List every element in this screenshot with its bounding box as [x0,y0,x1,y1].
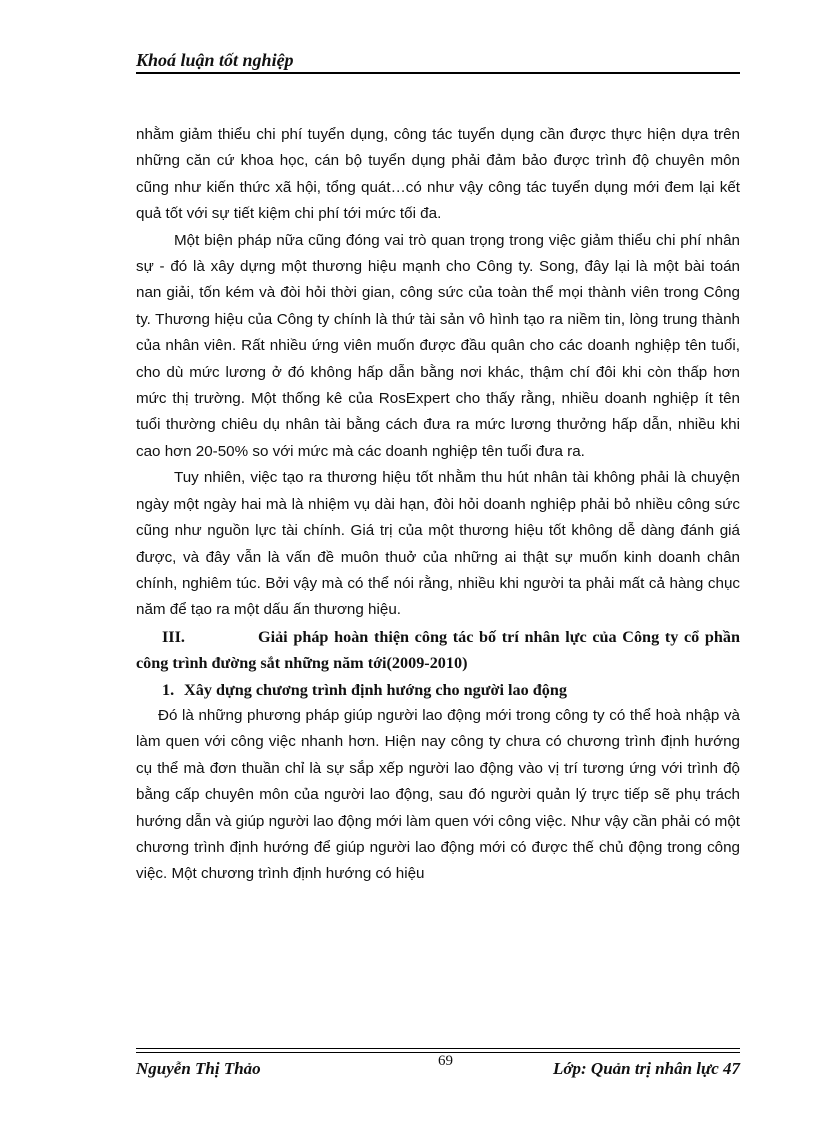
footer-class: Lớp: Quản trị nhân lực 47 [553,1059,740,1078]
page-body [136,122,740,888]
page-footer [136,1048,740,1081]
page-number: 69 [438,1053,453,1069]
paragraph-3: Tuy nhiên, việc tạo ra thương hiệu tốt nhằm thu hút nhân tài không phải là chuyện ngày một ngày hai mà là nhiệm vụ dài hạn, đòi hỏi doanh nghiệp phải bỏ nhiều công sức cũng như nguồn lực tài chính. Giá trị của một thương hiệu tốt không dễ dàng đánh giá được, và đây vẫn là vấn đề muôn thuở của những ai thật sự muốn kinh doanh chân chính, nghiêm túc. Bởi vậy mà có thể nói rằng, nhiều khi người ta phải mất cả hàng chục năm để tạo ra một dấu ấn thương hiệu. [136,469,740,619]
page-header [136,50,740,74]
subsection-title: Xây dựng chương trình định hướng cho người lao động [184,680,567,699]
footer-author: Nguyễn Thị Thảo [136,1059,261,1078]
subsection-heading [136,677,740,703]
header-title: Khoá luận tốt nghiệp [136,50,294,70]
section-heading [136,624,740,677]
paragraph-4: Đó là những phương pháp giúp người lao động mới trong công ty có thể hoà nhập và làm quen với công việc nhanh hơn. Hiện nay công ty chưa có chương trình định hướng cụ thể mà đơn thuần chỉ là sự sắp xếp người lao động vào vị trí tương ứng với trình độ bằng cấp chuyên môn của người lao động, sau đó người quản lý trực tiếp sẽ phụ trách hướng dẫn và giúp người lao động mới làm quen với công việc. Như vậy cần phải có một chương trình định hướng để giúp người lao động mới có được thế chủ động trong công việc. Một chương trình định hướng có hiệu [136,706,740,883]
header-rule [136,72,740,74]
subsection-number: 1. [162,680,175,699]
paragraph-1: nhằm giảm thiểu chi phí tuyển dụng, công tác tuyển dụng cần được thực hiện dựa trên những căn cứ khoa học, cán bộ tuyển dụng phải đảm bảo được trình độ chuyên môn cũng như kiến thức xã hội, tổng quát…có như vậy công tác tuyển dụng mới đem lại kết quả tốt với sự tiết kiệm chi phí tới mức tối đa. [136,126,740,223]
section-number: III. [162,627,185,646]
paragraph-2: Một biện pháp nữa cũng đóng vai trò quan trọng trong việc giảm thiểu chi phí nhân sự - đó là xây dựng một thương hiệu mạnh cho Công ty. Song, đây lại là một bài toán nan giải, tốn kém và đòi hỏi thời gian, công sức của toàn thể mọi thành viên trong Công ty. Thương hiệu của Công ty chính là thứ tài sản vô hình tạo ra niềm tin, lòng trung thành của nhân viên. Rất nhiều ứng viên muốn được đầu quân cho các doanh nghiệp tên tuổi, cho dù mức lương ở đó không hấp dẫn bằng nơi khác, thậm chí đôi khi còn thấp hơn mức thị trường. Một thống kê của RosExpert cho thấy rằng, nhiều doanh nghiệp ít tên tuổi thường chiêu dụ nhân tài bằng cách đưa ra mức lương thưởng hấp dẫn, nhiều khi cao hơn 20-50% so với mức mà các doanh nghiệp tên tuổi đưa ra. [136,231,740,460]
section-title: Giải pháp hoàn thiện công tác bố trí nhân lực của Công ty cổ phần công trình đường sắt những năm tới(2009-2010) [136,627,740,673]
